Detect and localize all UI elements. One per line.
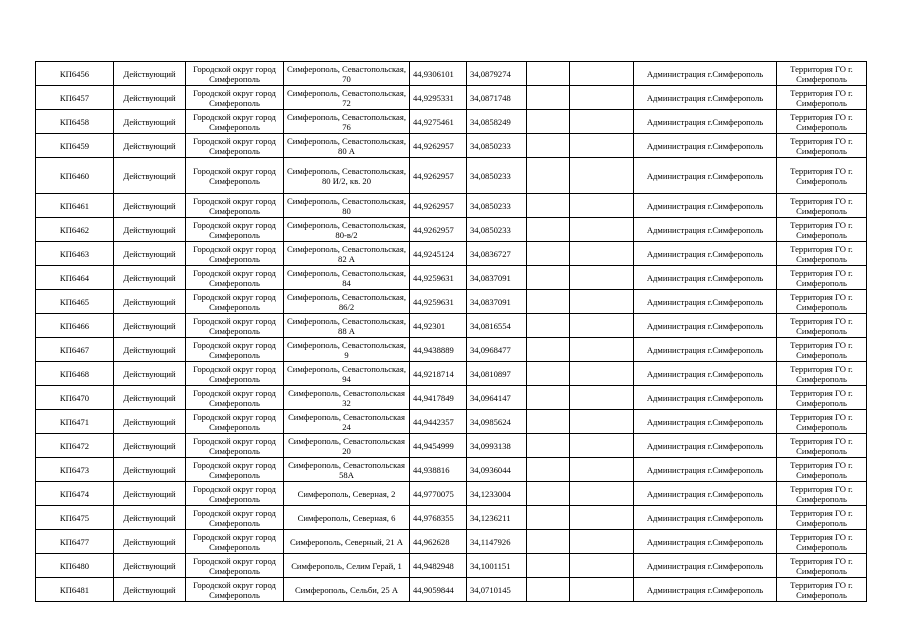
status-cell: Действующий (114, 86, 186, 110)
longitude-cell: 34,0879274 (467, 62, 527, 86)
point-id-cell: КП6468 (36, 362, 114, 386)
latitude-cell: 44,9259631 (410, 266, 467, 290)
empty-cell (570, 530, 634, 554)
empty-cell (570, 362, 634, 386)
point-id-cell: КП6467 (36, 338, 114, 362)
latitude-cell: 44,9306101 (410, 62, 467, 86)
point-id-cell: КП6456 (36, 62, 114, 86)
latitude-cell: 44,9262957 (410, 158, 467, 194)
empty-cell (527, 386, 570, 410)
table-row (36, 554, 867, 578)
district-cell: Городской округ город Симферополь (186, 386, 284, 410)
status-cell: Действующий (114, 158, 186, 194)
address-cell: Симферополь, Севастопольская, 72 (284, 86, 410, 110)
owner-cell: Администрация г.Симферополь (634, 218, 777, 242)
longitude-cell: 34,0850233 (467, 218, 527, 242)
empty-cell (570, 458, 634, 482)
status-cell: Действующий (114, 110, 186, 134)
status-cell: Действующий (114, 134, 186, 158)
status-cell: Действующий (114, 242, 186, 266)
district-cell: Городской округ город Симферополь (186, 314, 284, 338)
district-cell: Городской округ город Симферополь (186, 578, 284, 602)
status-cell: Действующий (114, 482, 186, 506)
owner-cell: Администрация г.Симферополь (634, 506, 777, 530)
table-row (36, 110, 867, 134)
status-cell: Действующий (114, 458, 186, 482)
empty-cell (527, 410, 570, 434)
district-cell: Городской округ город Симферополь (186, 530, 284, 554)
district-cell: Городской округ город Симферополь (186, 62, 284, 86)
owner-cell: Администрация г.Симферополь (634, 482, 777, 506)
point-id-cell: КП6477 (36, 530, 114, 554)
empty-cell (570, 218, 634, 242)
territory-cell: Территория ГО г. Симферополь (777, 482, 867, 506)
address-cell: Симферополь, Севастопольская, 80 И/2, кв. 20 (284, 158, 410, 194)
territory-cell: Территория ГО г. Симферополь (777, 266, 867, 290)
territory-cell: Территория ГО г. Симферополь (777, 194, 867, 218)
empty-cell (527, 578, 570, 602)
district-cell: Городской округ город Симферополь (186, 554, 284, 578)
status-cell: Действующий (114, 62, 186, 86)
latitude-cell: 44,9262957 (410, 134, 467, 158)
latitude-cell: 44,962628 (410, 530, 467, 554)
longitude-cell: 34,0968477 (467, 338, 527, 362)
point-id-cell: КП6470 (36, 386, 114, 410)
point-id-cell: КП6459 (36, 134, 114, 158)
latitude-cell: 44,9768355 (410, 506, 467, 530)
empty-cell (570, 62, 634, 86)
latitude-cell: 44,9454999 (410, 434, 467, 458)
latitude-cell: 44,9482948 (410, 554, 467, 578)
district-cell: Городской округ город Симферополь (186, 158, 284, 194)
table-row (36, 482, 867, 506)
empty-cell (527, 290, 570, 314)
point-id-cell: КП6460 (36, 158, 114, 194)
point-id-cell: КП6473 (36, 458, 114, 482)
district-cell: Городской округ город Симферополь (186, 410, 284, 434)
table-row (36, 458, 867, 482)
owner-cell: Администрация г.Симферополь (634, 62, 777, 86)
owner-cell: Администрация г.Симферополь (634, 554, 777, 578)
table-body (36, 62, 867, 602)
address-cell: Симферополь, Севастопольская, 80 (284, 194, 410, 218)
point-id-cell: КП6458 (36, 110, 114, 134)
address-cell: Симферополь, Сельби, 25 А (284, 578, 410, 602)
territory-cell: Территория ГО г. Симферополь (777, 134, 867, 158)
status-cell: Действующий (114, 554, 186, 578)
longitude-cell: 34,0837091 (467, 290, 527, 314)
point-id-cell: КП6480 (36, 554, 114, 578)
district-cell: Городской округ город Симферополь (186, 194, 284, 218)
status-cell: Действующий (114, 530, 186, 554)
longitude-cell: 34,0936044 (467, 458, 527, 482)
empty-cell (570, 434, 634, 458)
territory-cell: Территория ГО г. Симферополь (777, 578, 867, 602)
empty-cell (527, 338, 570, 362)
empty-cell (527, 194, 570, 218)
address-cell: Симферополь, Северная, 2 (284, 482, 410, 506)
address-cell: Симферополь, Севастопольская, 70 (284, 62, 410, 86)
empty-cell (527, 266, 570, 290)
address-cell: Симферополь, Севастопольская, 80-в/2 (284, 218, 410, 242)
empty-cell (527, 530, 570, 554)
district-cell: Городской округ город Симферополь (186, 482, 284, 506)
document-page (35, 61, 867, 602)
status-cell: Действующий (114, 266, 186, 290)
longitude-cell: 34,0850233 (467, 158, 527, 194)
longitude-cell: 34,0964147 (467, 386, 527, 410)
latitude-cell: 44,9059844 (410, 578, 467, 602)
empty-cell (527, 218, 570, 242)
longitude-cell: 34,1147926 (467, 530, 527, 554)
longitude-cell: 34,1236211 (467, 506, 527, 530)
empty-cell (527, 242, 570, 266)
territory-cell: Территория ГО г. Симферополь (777, 62, 867, 86)
longitude-cell: 34,0993138 (467, 434, 527, 458)
territory-cell: Территория ГО г. Симферополь (777, 314, 867, 338)
territory-cell: Территория ГО г. Симферополь (777, 410, 867, 434)
owner-cell: Администрация г.Симферополь (634, 158, 777, 194)
district-cell: Городской округ город Симферополь (186, 134, 284, 158)
territory-cell: Территория ГО г. Симферополь (777, 506, 867, 530)
empty-cell (570, 194, 634, 218)
latitude-cell: 44,9442357 (410, 410, 467, 434)
owner-cell: Администрация г.Симферополь (634, 362, 777, 386)
table-row (36, 434, 867, 458)
table-row (36, 62, 867, 86)
territory-cell: Территория ГО г. Симферополь (777, 218, 867, 242)
empty-cell (527, 62, 570, 86)
owner-cell: Администрация г.Симферополь (634, 338, 777, 362)
status-cell: Действующий (114, 314, 186, 338)
table-row (36, 338, 867, 362)
empty-cell (527, 362, 570, 386)
empty-cell (527, 458, 570, 482)
status-cell: Действующий (114, 290, 186, 314)
district-cell: Городской округ город Симферополь (186, 434, 284, 458)
district-cell: Городской округ город Симферополь (186, 242, 284, 266)
owner-cell: Администрация г.Симферополь (634, 458, 777, 482)
owner-cell: Администрация г.Симферополь (634, 194, 777, 218)
territory-cell: Территория ГО г. Симферополь (777, 110, 867, 134)
empty-cell (570, 506, 634, 530)
owner-cell: Администрация г.Симферополь (634, 410, 777, 434)
empty-cell (527, 158, 570, 194)
latitude-cell: 44,9438889 (410, 338, 467, 362)
point-id-cell: КП6462 (36, 218, 114, 242)
status-cell: Действующий (114, 338, 186, 362)
owner-cell: Администрация г.Симферополь (634, 530, 777, 554)
point-id-cell: КП6471 (36, 410, 114, 434)
owner-cell: Администрация г.Симферополь (634, 242, 777, 266)
point-id-cell: КП6466 (36, 314, 114, 338)
empty-cell (570, 290, 634, 314)
district-cell: Городской округ город Симферополь (186, 362, 284, 386)
longitude-cell: 34,0985624 (467, 410, 527, 434)
table-row (36, 578, 867, 602)
territory-cell: Территория ГО г. Симферополь (777, 158, 867, 194)
latitude-cell: 44,9259631 (410, 290, 467, 314)
status-cell: Действующий (114, 506, 186, 530)
latitude-cell: 44,9262957 (410, 218, 467, 242)
empty-cell (570, 110, 634, 134)
longitude-cell: 34,0858249 (467, 110, 527, 134)
district-cell: Городской округ город Симферополь (186, 86, 284, 110)
address-cell: Симферополь, Севастопольская, 84 (284, 266, 410, 290)
address-cell: Симферополь, Севастопольская 32 (284, 386, 410, 410)
table-row (36, 362, 867, 386)
territory-cell: Территория ГО г. Симферополь (777, 362, 867, 386)
empty-cell (570, 158, 634, 194)
table-row (36, 386, 867, 410)
status-cell: Действующий (114, 410, 186, 434)
district-cell: Городской округ город Симферополь (186, 110, 284, 134)
empty-cell (527, 482, 570, 506)
point-id-cell: КП6457 (36, 86, 114, 110)
table-row (36, 86, 867, 110)
empty-cell (527, 134, 570, 158)
empty-cell (527, 86, 570, 110)
longitude-cell: 34,0850233 (467, 134, 527, 158)
empty-cell (527, 506, 570, 530)
table-row (36, 134, 867, 158)
status-cell: Действующий (114, 578, 186, 602)
point-id-cell: КП6475 (36, 506, 114, 530)
territory-cell: Территория ГО г. Симферополь (777, 458, 867, 482)
address-cell: Симферополь, Северная, 6 (284, 506, 410, 530)
longitude-cell: 34,0871748 (467, 86, 527, 110)
point-id-cell: КП6481 (36, 578, 114, 602)
table-row (36, 314, 867, 338)
point-id-cell: КП6465 (36, 290, 114, 314)
table-row (36, 194, 867, 218)
longitude-cell: 34,0810897 (467, 362, 527, 386)
owner-cell: Администрация г.Симферополь (634, 266, 777, 290)
table-row (36, 242, 867, 266)
longitude-cell: 34,0850233 (467, 194, 527, 218)
address-cell: Симферополь, Селим Герай, 1 (284, 554, 410, 578)
empty-cell (570, 578, 634, 602)
longitude-cell: 34,0710145 (467, 578, 527, 602)
table-row (36, 506, 867, 530)
address-cell: Симферополь, Севастопольская 20 (284, 434, 410, 458)
owner-cell: Администрация г.Симферополь (634, 290, 777, 314)
table-row (36, 218, 867, 242)
address-cell: Симферополь, Севастопольская, 94 (284, 362, 410, 386)
territory-cell: Территория ГО г. Симферополь (777, 338, 867, 362)
latitude-cell: 44,92301 (410, 314, 467, 338)
territory-cell: Территория ГО г. Симферополь (777, 434, 867, 458)
district-cell: Городской округ город Симферополь (186, 266, 284, 290)
status-cell: Действующий (114, 194, 186, 218)
empty-cell (570, 386, 634, 410)
territory-cell: Территория ГО г. Симферополь (777, 242, 867, 266)
owner-cell: Администрация г.Симферополь (634, 86, 777, 110)
district-cell: Городской округ город Симферополь (186, 338, 284, 362)
address-cell: Симферополь, Севастопольская, 76 (284, 110, 410, 134)
table-row (36, 290, 867, 314)
point-id-cell: КП6463 (36, 242, 114, 266)
owner-cell: Администрация г.Симферополь (634, 578, 777, 602)
empty-cell (527, 554, 570, 578)
registry-table (35, 61, 867, 602)
owner-cell: Администрация г.Симферополь (634, 314, 777, 338)
address-cell: Симферополь, Севастопольская, 9 (284, 338, 410, 362)
address-cell: Симферополь, Северный, 21 А (284, 530, 410, 554)
empty-cell (570, 266, 634, 290)
empty-cell (570, 482, 634, 506)
table-row (36, 410, 867, 434)
status-cell: Действующий (114, 434, 186, 458)
address-cell: Симферополь, Севастопольская, 88 А (284, 314, 410, 338)
owner-cell: Администрация г.Симферополь (634, 434, 777, 458)
longitude-cell: 34,0837091 (467, 266, 527, 290)
table-row (36, 530, 867, 554)
address-cell: Симферополь, Севастопольская 58А (284, 458, 410, 482)
point-id-cell: КП6472 (36, 434, 114, 458)
empty-cell (570, 242, 634, 266)
owner-cell: Администрация г.Симферополь (634, 386, 777, 410)
empty-cell (570, 134, 634, 158)
district-cell: Городской округ город Симферополь (186, 290, 284, 314)
empty-cell (570, 554, 634, 578)
latitude-cell: 44,9295331 (410, 86, 467, 110)
empty-cell (527, 110, 570, 134)
status-cell: Действующий (114, 362, 186, 386)
district-cell: Городской округ город Симферополь (186, 458, 284, 482)
point-id-cell: КП6461 (36, 194, 114, 218)
empty-cell (570, 314, 634, 338)
owner-cell: Администрация г.Симферополь (634, 134, 777, 158)
status-cell: Действующий (114, 386, 186, 410)
status-cell: Действующий (114, 218, 186, 242)
empty-cell (527, 434, 570, 458)
longitude-cell: 34,0836727 (467, 242, 527, 266)
owner-cell: Администрация г.Симферополь (634, 110, 777, 134)
longitude-cell: 34,1233004 (467, 482, 527, 506)
territory-cell: Территория ГО г. Симферополь (777, 554, 867, 578)
latitude-cell: 44,9218714 (410, 362, 467, 386)
latitude-cell: 44,9770075 (410, 482, 467, 506)
district-cell: Городской округ город Симферополь (186, 218, 284, 242)
point-id-cell: КП6474 (36, 482, 114, 506)
address-cell: Симферополь, Севастопольская 24 (284, 410, 410, 434)
address-cell: Симферополь, Севастопольская, 86/2 (284, 290, 410, 314)
longitude-cell: 34,0816554 (467, 314, 527, 338)
territory-cell: Территория ГО г. Симферополь (777, 86, 867, 110)
district-cell: Городской округ город Симферополь (186, 506, 284, 530)
address-cell: Симферополь, Севастопольская, 82 А (284, 242, 410, 266)
latitude-cell: 44,938816 (410, 458, 467, 482)
territory-cell: Территория ГО г. Симферополь (777, 530, 867, 554)
latitude-cell: 44,9275461 (410, 110, 467, 134)
longitude-cell: 34,1001151 (467, 554, 527, 578)
table-row (36, 266, 867, 290)
empty-cell (527, 314, 570, 338)
territory-cell: Территория ГО г. Симферополь (777, 386, 867, 410)
point-id-cell: КП6464 (36, 266, 114, 290)
latitude-cell: 44,9262957 (410, 194, 467, 218)
latitude-cell: 44,9245124 (410, 242, 467, 266)
empty-cell (570, 338, 634, 362)
empty-cell (570, 86, 634, 110)
empty-cell (570, 410, 634, 434)
territory-cell: Территория ГО г. Симферополь (777, 290, 867, 314)
table-row (36, 158, 867, 194)
latitude-cell: 44,9417849 (410, 386, 467, 410)
address-cell: Симферополь, Севастопольская, 80 А (284, 134, 410, 158)
